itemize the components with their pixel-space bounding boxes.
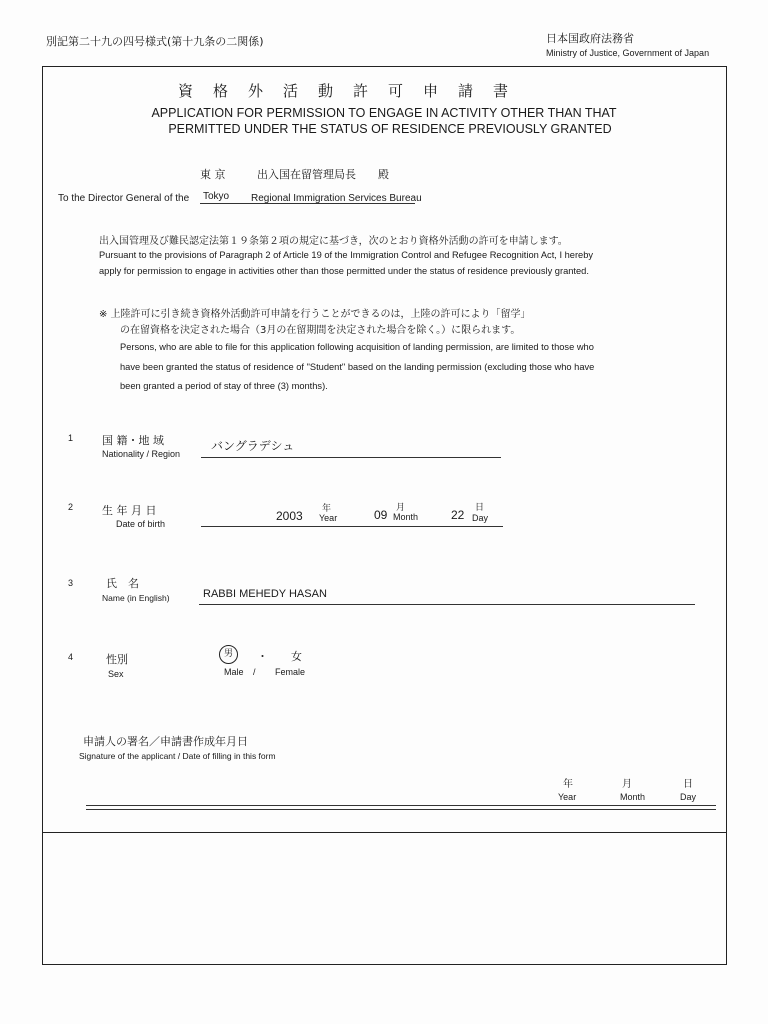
field-number-3: 3 <box>68 578 74 588</box>
addressee-city-jp: 東 京 <box>200 168 226 181</box>
sex-slash: / <box>253 667 256 677</box>
sex-label-en: Sex <box>108 669 124 679</box>
sex-male-label-en: Male <box>224 667 244 677</box>
addressee-city-en: Tokyo <box>203 191 230 202</box>
note-en-line2: have been granted the status of residence of "Student" based on the landing permission (excluding those who have <box>120 362 595 372</box>
ministry-en: Ministry of Justice, Government of Japan <box>546 48 710 58</box>
dob-label-jp: 生 年 月 日 <box>102 504 157 517</box>
signature-label-jp: 申請人の署名／申請書作成年月日 <box>83 735 248 748</box>
form-reference: 別記第二十九の四号様式(第十九条の二関係) <box>46 35 264 48</box>
name-underline <box>199 604 695 605</box>
note-jp-line1: ※ 上陸許可に引き続き資格外活動許可申請を行うことができるのは，上陸の許可により「留学」 <box>99 309 531 320</box>
dob-day-en: Day <box>472 513 489 523</box>
form-divider <box>42 832 726 833</box>
dob-day-value[interactable]: 22 <box>451 508 465 522</box>
signature-month-en: Month <box>620 792 646 802</box>
addressee-bureau-en: Regional Immigration Services Bureau <box>251 193 422 204</box>
intro-en-line1: Pursuant to the provisions of Paragraph 2 of Article 19 of the Immigration Control and Refugee Recognition Act, I hereby <box>99 250 594 260</box>
signature-month-jp: 月 <box>622 779 632 790</box>
field-number-2: 2 <box>68 502 74 512</box>
signature-line[interactable] <box>86 805 716 810</box>
nationality-underline <box>201 457 501 458</box>
dob-underline <box>201 526 503 527</box>
nationality-label-en: Nationality / Region <box>102 449 181 459</box>
signature-day-jp: 日 <box>683 779 693 790</box>
nationality-label-jp: 国 籍・地 域 <box>102 434 164 447</box>
addressee-bureau-jp: 出入国在留管理局長 <box>257 168 356 181</box>
note-jp-line2: の在留資格を決定された場合（3月の在留期間を決定された場合を除く。）に限られます。 <box>120 325 521 336</box>
signature-label-en: Signature of the applicant / Date of filling in this form <box>79 751 276 761</box>
dob-day-jp: 日 <box>475 503 485 513</box>
name-label-jp: 氏 名 <box>106 577 139 590</box>
form-title-en-line1: APPLICATION FOR PERMISSION TO ENGAGE IN ACTIVITY OTHER THAN THAT <box>151 106 617 120</box>
form-title-en-line2: PERMITTED UNDER THE STATUS OF RESIDENCE PREVIOUSLY GRANTED <box>168 122 612 136</box>
sex-female-label-en: Female <box>275 667 306 677</box>
dob-year-jp: 年 <box>322 504 332 514</box>
note-en-line3: been granted a period of stay of three (3) months). <box>120 381 328 391</box>
field-number-4: 4 <box>68 652 74 662</box>
nationality-value[interactable]: バングラデシュ <box>211 439 295 453</box>
name-label-en: Name (in English) <box>102 593 170 603</box>
field-number-1: 1 <box>68 433 74 443</box>
sex-female-option[interactable]: 女 <box>291 650 302 663</box>
addressee-underline <box>200 203 415 204</box>
dob-year-en: Year <box>319 513 338 523</box>
dob-month-value[interactable]: 09 <box>374 508 388 522</box>
dob-year-value[interactable]: 2003 <box>276 509 303 523</box>
dob-month-en: Month <box>393 512 419 522</box>
signature-year-en: Year <box>558 792 577 802</box>
ministry-jp: 日本国政府法務省 <box>546 32 634 45</box>
signature-year-jp: 年 <box>563 779 573 790</box>
dob-label-en: Date of birth <box>116 519 166 529</box>
form-title-jp: 資格外活動許可申請書 <box>178 82 529 100</box>
intro-jp: 出入国管理及び難民認定法第１９条第２項の規定に基づき，次のとおり資格外活動の許可を申請します。 <box>99 236 568 247</box>
name-value[interactable]: RABBI MEHEDY HASAN <box>203 588 327 600</box>
sex-male-option[interactable]: 男 <box>219 645 238 664</box>
note-en-line1: Persons, who are able to file for this application following acquisition of landing permission, are limited to those who <box>120 342 594 352</box>
intro-en-line2: apply for permission to engage in activities other than those permitted under the status of residence previously granted. <box>99 266 589 276</box>
addressee-prefix-en: To the Director General of the <box>58 193 190 204</box>
signature-day-en: Day <box>680 792 697 802</box>
addressee-honorific-jp: 殿 <box>378 168 389 181</box>
sex-separator-dot: ・ <box>257 650 268 663</box>
sex-label-jp: 性別 <box>106 653 128 666</box>
dob-month-jp: 月 <box>396 503 406 513</box>
